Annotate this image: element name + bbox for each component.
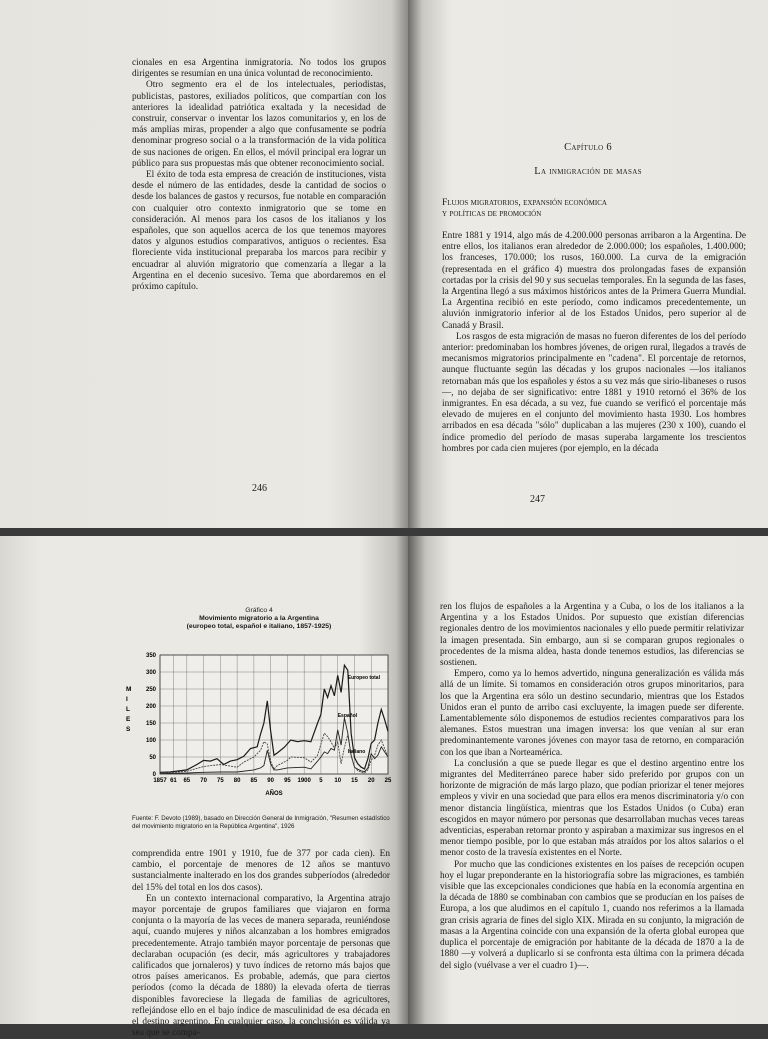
x-tick-labels — [153, 778, 392, 784]
x-tick-label: 5 — [319, 778, 323, 784]
paragraph: Empero, como ya lo hemos advertido, ninguna generalización es válida más allá de un límite. Si tomamos en consideración otros grupos minoritarios, para los que la Argentina era sólo un destino secundario, mientras que los Estados Unidos eran el punto de arribo casi excluyente, la imagen puede ser diferente. Lamentablemente sólo disponemos de estudios recientes comparativos para los alemanes. Estos muestran una imagen inversa: los que venían al sur eran predominantemente varones jóvenes con mayor tasa de retorno, en comparación con los que iban a Norteamérica. — [440, 669, 744, 758]
text-column — [442, 231, 746, 455]
series-label: Español — [337, 712, 358, 719]
page-248 — [408, 536, 768, 1024]
x-tick-label: 65 — [183, 778, 191, 784]
text-column — [132, 849, 390, 1039]
paragraph: Los rasgos de esta migración de masas no fueron diferentes de los del período anterior: predominaban los hombres jóvenes, de origen rural, llegados a través de mecanismos migratorios principalmente en "cadena". El porcentaje de retornos, aunque fluctuante según las décadas y los grupos nacionales —los italianos retornaban más que los españoles y éstos a su vez más que sirio-libaneses o rusos—, no dejaba de ser significativo: entre 1881 y 1910 retornó el 36% de los inmigrantes. En esa década, a su vez, fue cuando se verificó el porcentaje más elevado de mujeres en el conjunto del movimiento hasta 1930. Los hombres arribados en esa década "sólo" duplicaban a las mujeres (230 x 100), cuando el índice promedio del período de masas superaba largamente los trescientos hombres por cada cien mujeres (por ejemplo, en la década — [442, 331, 746, 454]
figure-caption — [132, 607, 386, 631]
figure-subtitle: (europeo total, español e italiano, 1857-1925) — [186, 623, 332, 630]
paragraph: ren los flujos de españoles a la Argentina y a Cuba, o los de los italianos a la Argentina y a los Estados Unidos. Por supuesto que existían diferencias regionales dentro de los movimientos nacionales y ello puede permitir relativizar la imagen presentada. Sin embargo, aun si se comparan grupos regionales o procedentes de la misma aldea, hasta donde tenemos estudios, las diferencias se sostienen. — [440, 602, 744, 669]
x-tick-label: 75 — [217, 778, 224, 784]
y-tick-labels — [146, 653, 157, 778]
y-axis-label: M I L E S — [126, 686, 132, 733]
y-tick-label: 150 — [145, 721, 156, 727]
series-label: Europeo total — [347, 674, 380, 681]
y-tick-label: 250 — [145, 687, 156, 693]
x-tick-label: 90 — [267, 778, 274, 784]
x-tick-label: 1900 — [297, 778, 311, 784]
paragraph: comprendida entre 1901 y 1910, fue de 377 por cada cien). En cambio, el porcentaje de menores de 12 años se mantuvo sustancialmente inalterado en los dos grandes subperíodos (alrededor del 15% del total en los dos casos). — [132, 849, 390, 893]
figure-label: Gráfico 4 — [245, 607, 273, 614]
x-tick-label: 15 — [351, 778, 358, 784]
section-title: Flujos migratorios, expansión económica y políticas de promoción — [442, 198, 607, 219]
paragraph: En un contexto internacional comparativo, la Argentina atrajo mayor porcentaje de grupos familiares que viajaron en forma conjunta o la mayoría de las veces de manera separada, reuniéndose aquí, cuando mujeres y niños alcanzaban a los hombres emigrados precedentemente. Atrajo también mayor porcentaje de personas que declaraban ocupación (es decir, más agricultores y trabajadores calificados que jornaleros) y tuvo índices de retorno más bajos que otros países americanos. Es probable, además, que para ciertos períodos (como la década de 1880) la elevada oferta de tierras disponibles favoreciese la llegada de familias de agricultores, reflejándose ello en el bajo índice de masculinidad de esa década en el destino argentino. En cualquier caso, la conclusión es válida ya sea que se compa- — [132, 893, 390, 1039]
x-tick-label: 80 — [233, 778, 241, 784]
text-column — [132, 58, 386, 293]
page-number: 246 — [252, 483, 267, 494]
paragraph: Entre 1881 y 1914, algo más de 4.200.000 personas arribaron a la Argentina. De entre ellos, los italianos eran alrededor de 2.000.000; los españoles, 1.400.000; los franceses, 170.000; los rusos, 160.000. La curva de la emigración (representada en el gráfico 4) muestra dos prolongadas fases de expansión cortadas por la crisis del 90 y sus secuelas temporales. En la segunda de las fases, la Argentina llegó a sus máximos históricos antes de la Primera Guerra Mundial. La Argentina recibió en este período, como indicamos precedentemente, un aluvión inmigratorio inferior al de los Estados Unidos, pero superior al de Canadá y Brasil. — [442, 231, 746, 331]
figure-source: Fuente: F. Devoto (1989), basado en Dirección General de Inmigración, "Resumen estadístico del movimiento migratorio en la República Argentina", 1926 — [132, 815, 390, 830]
y-tick-label: 50 — [149, 755, 156, 761]
chapter-number: Capítulo 6 — [564, 142, 612, 153]
y-tick-label: 350 — [145, 653, 156, 659]
page-247 — [408, 0, 768, 528]
figure-title: Movimiento migratorio a la Argentina — [199, 615, 319, 622]
y-tick-label: 200 — [145, 704, 156, 710]
page-246 — [0, 0, 408, 528]
paragraph: Otro segmento era el de los intelectuales, periodistas, publicistas, pastores, exiliados políticos, que compartían con los anteriores la idealidad patriótica exaltada y la necesidad de construir, conservar o inventar los lazos comunitarios y, en los de más amplias miras, propender a algo que confusamente se podría denominar progreso social o a la transformación de la vida política de sus naciones de origen. En ellos, el móvil principal era lograr un público para sus propuestas más que obtener reconocimiento social. — [132, 80, 386, 169]
paragraph: El éxito de toda esta empresa de creación de instituciones, vista desde el número de las entidades, desde la cantidad de socios o desde los balances de gastos y recursos, fue notable en comparación con cualquier otro contexto inmigratorio que se tome en consideración. Al menos para los casos de los italianos y los españoles, que son aquellos acerca de los que tenemos mayores datos y algunos estudios comparativos, antiguos o recientes. Esa floreciente vida institucional preparaba los marcos para recibir y encuadrar al aluvión migratorio que comenzaría a llegar a la Argentina en el decenio sucesivo. Tema que abordaremos en el próximo capítulo. — [132, 170, 386, 293]
x-tick-label: 1857 — [153, 778, 167, 784]
paragraph: cionales en esa Argentina inmigratoria. No todos los grupos dirigentes se resumían en una única voluntad de reconocimiento. — [132, 58, 386, 80]
text-column — [440, 602, 744, 972]
paragraph: La conclusión a que se puede llegar es que el destino argentino entre los migrantes del Mediterráneo parece haber sido preferido por grupos con un horizonte de migración de más largo plazo, que podían priorizar el tener mejores empleos y vivir en una sociedad que para ellos era menos discriminatoria y/o con menor distancia lingüística, mientras que los Estados Unidos (o Cuba) eran escogidos en mayor número por personas que desarrollaban muchas veces tareas adventicias, esperaban retornar pronto y aspiraban a maximizar sus ingresos en el menor tiempo posible, por lo que estaban más atraídos por los altos salarios o el menor costo de la travesía existentes en el Norte. — [440, 758, 744, 859]
x-tick-label: 85 — [250, 778, 258, 784]
x-tick-label: 70 — [200, 778, 207, 784]
y-tick-label: 0 — [152, 772, 156, 778]
x-tick-label: 95 — [284, 778, 291, 784]
x-tick-label: 61 — [170, 778, 177, 784]
page-number: 247 — [530, 494, 545, 505]
x-tick-label: 25 — [384, 778, 392, 784]
y-tick-label: 300 — [145, 670, 156, 676]
y-tick-label: 100 — [145, 738, 156, 744]
chapter-title: La inmigración de masas — [534, 166, 642, 177]
x-axis-label: AÑOS — [265, 791, 283, 797]
paragraph: Por mucho que las condiciones existentes en los países de recepción ocupen hoy el lugar preponderante en la historiografía sobre las migraciones, es también visible que las excepcionales condiciones que había en la economía argentina en la década de 1880 se combinaban con cambios que se producían en los países de Europa, a los que aludimos en el capítulo 1, cuando nos referimos a la llamada gran crisis agraria de fines del siglo XIX. Mirada en su conjunto, la migración de masas a la Argentina coincide con una expansión de la oferta global europea que duplica el porcentaje de emigración por habitante de la década de 1870 a la de 1880 —y volverá a duplicarlo si se confronta esta última con la primera década del siglo (vuélvase a ver el cuadro 1)—. — [440, 859, 744, 971]
page-chart — [0, 536, 408, 1039]
migration-chart — [110, 641, 395, 811]
series-label: Italiano — [347, 748, 366, 755]
x-tick-label: 10 — [334, 778, 342, 784]
x-tick-label: 20 — [367, 778, 375, 784]
